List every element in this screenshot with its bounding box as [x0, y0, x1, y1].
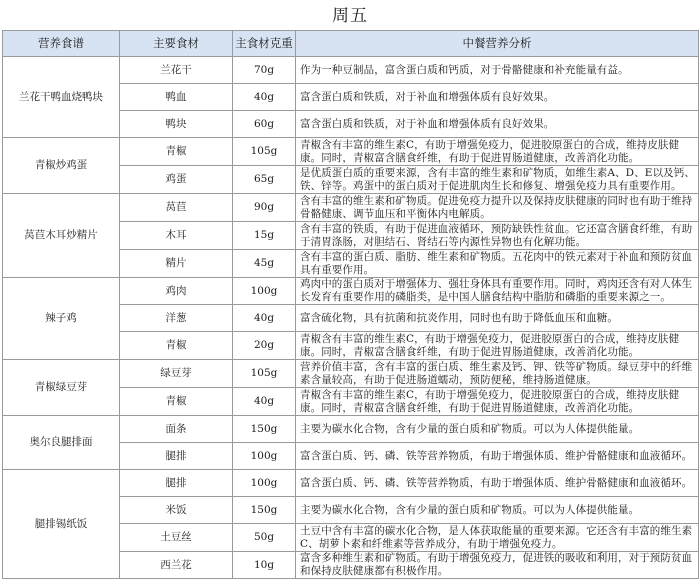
- weight-cell: 65g: [233, 166, 296, 194]
- recipe-name: 莴苣木耳炒精片: [3, 194, 120, 278]
- analysis-cell: 鸡肉中的蛋白质对于增强体力、强壮身体具有重要作用。同时，鸡肉还含有对人体生长发育有重要作用的磷脂类，是中国人膳食结构中脂肪和磷脂的重要来源之一。: [296, 278, 699, 305]
- nutrition-table: [2, 30, 699, 579]
- ingredient-cell: 精片: [120, 250, 233, 278]
- recipe-name: 辣子鸡: [3, 278, 120, 360]
- weight-cell: 105g: [233, 360, 296, 388]
- ingredient-cell: 腿排: [120, 470, 233, 497]
- weight-cell: 100g: [233, 470, 296, 497]
- analysis-cell: 富含蛋白质和铁质，对于补血和增强体质有良好效果。: [296, 84, 699, 111]
- analysis-cell: 是优质蛋白质的重要来源，含有丰富的维生素和矿物质，如维生素A、D、E以及钙、铁、锌等。鸡蛋中的蛋白质对于促进肌肉生长和修复、增强免疫力具有重要作用。: [296, 166, 699, 194]
- analysis-cell: 青椒含有丰富的维生素C，有助于增强免疫力，促进胶原蛋白的合成，维持皮肤健康。同时，青椒富含膳食纤维，有助于促进胃肠道健康，改善消化功能。: [296, 388, 699, 416]
- ingredient-cell: 米饭: [120, 497, 233, 524]
- weight-cell: 100g: [233, 443, 296, 470]
- weight-cell: 105g: [233, 138, 296, 166]
- analysis-cell: 富含蛋白质和铁质，对于补血和增强体质有良好效果。: [296, 111, 699, 138]
- ingredient-cell: 洋葱: [120, 305, 233, 332]
- header-row: [3, 31, 699, 57]
- ingredient-cell: 青椒: [120, 332, 233, 360]
- ingredient-cell: 鸡蛋: [120, 166, 233, 194]
- analysis-cell: 青椒含有丰富的维生素C，有助于增强免疫力，促进胶原蛋白的合成，维持皮肤健康。同时，青椒富含膳食纤维，有助于促进胃肠道健康，改善消化功能。: [296, 332, 699, 360]
- analysis-cell: 富含硫化物，具有抗菌和抗炎作用，同时也有助于降低血压和血糖。: [296, 305, 699, 332]
- weight-cell: 90g: [233, 194, 296, 222]
- header-recipe: 营养食谱: [3, 31, 120, 57]
- ingredient-cell: 鸭血: [120, 84, 233, 111]
- ingredient-cell: 绿豆芽: [120, 360, 233, 388]
- ingredient-cell: 鸭块: [120, 111, 233, 138]
- analysis-cell: 富含蛋白质、钙、磷、铁等营养物质，有助于增强体质、维护骨骼健康和血液循环。: [296, 470, 699, 497]
- weight-cell: 50g: [233, 524, 296, 552]
- analysis-cell: 富含多种维生素和矿物质。有助于增强免疫力，促进铁的吸收和利用，对于预防贫血和保持皮肤健康都有积极作用。: [296, 552, 699, 579]
- weight-cell: 15g: [233, 222, 296, 250]
- weight-cell: 70g: [233, 57, 296, 84]
- ingredient-cell: 青椒: [120, 138, 233, 166]
- weight-cell: 40g: [233, 305, 296, 332]
- page-title: 周五: [332, 6, 368, 26]
- ingredient-cell: 腿排: [120, 443, 233, 470]
- ingredient-cell: 西兰花: [120, 552, 233, 579]
- analysis-cell: 青椒含有丰富的维生素C，有助于增强免疫力，促进胶原蛋白的合成，维持皮肤健康。同时，青椒富含膳食纤维，有助于促进胃肠道健康，改善消化功能。: [296, 138, 699, 166]
- analysis-cell: 含有丰富的铁质，有助于促进血液循环，预防缺铁性贫血。它还富含膳食纤维，有助于清胃涤肠，对胆结石、肾结石等内源性异物也有化解功能。: [296, 222, 699, 250]
- ingredient-cell: 鸡肉: [120, 278, 233, 305]
- weight-cell: 40g: [233, 84, 296, 111]
- analysis-cell: 含有丰富的维生素和矿物质。促进免疫力提升以及保持皮肤健康的同时也有助于维持骨骼健康、调节血压和平衡体内电解质。: [296, 194, 699, 222]
- table-row: [3, 57, 699, 84]
- table-body: [3, 57, 699, 579]
- ingredient-cell: 兰花干: [120, 57, 233, 84]
- recipe-name: 腿排锡纸饭: [3, 470, 120, 579]
- table-row: [3, 470, 699, 497]
- analysis-cell: 含有丰富的蛋白质、脂肪、维生素和矿物质。五花肉中的铁元素对于补血和预防贫血具有重要作用。: [296, 250, 699, 278]
- header-weight: 主食材克重: [233, 31, 296, 57]
- ingredient-cell: 青椒: [120, 388, 233, 416]
- table-row: [3, 360, 699, 388]
- weight-cell: 40g: [233, 388, 296, 416]
- weight-cell: 150g: [233, 416, 296, 443]
- ingredient-cell: 莴苣: [120, 194, 233, 222]
- table-row: [3, 416, 699, 443]
- header-ingredient: 主要食材: [120, 31, 233, 57]
- weight-cell: 10g: [233, 552, 296, 579]
- analysis-cell: 营养价值丰富，含有丰富的蛋白质、维生素及钙、钾、铁等矿物质。绿豆芽中的纤维素含量较高，有助于促进肠道蠕动，预防便秘，维持肠道健康。: [296, 360, 699, 388]
- analysis-cell: 主要为碳水化合物，含有少量的蛋白质和矿物质。可以为人体提供能量。: [296, 497, 699, 524]
- recipe-name: 兰花干鸭血烧鸭块: [3, 57, 120, 138]
- table-row: [3, 138, 699, 166]
- analysis-cell: 富含蛋白质、钙、磷、铁等营养物质，有助于增强体质、维护骨骼健康和血液循环。: [296, 443, 699, 470]
- recipe-name: 青椒绿豆芽: [3, 360, 120, 416]
- ingredient-cell: 面条: [120, 416, 233, 443]
- analysis-cell: 作为一种豆制品，富含蛋白质和钙质，对于骨骼健康和补充能量有益。: [296, 57, 699, 84]
- analysis-cell: 主要为碳水化合物，含有少量的蛋白质和矿物质。可以为人体提供能量。: [296, 416, 699, 443]
- recipe-name: 青椒炒鸡蛋: [3, 138, 120, 194]
- weight-cell: 100g: [233, 278, 296, 305]
- header-analysis: 中餐营养分析: [296, 31, 699, 57]
- weight-cell: 60g: [233, 111, 296, 138]
- weight-cell: 150g: [233, 497, 296, 524]
- ingredient-cell: 木耳: [120, 222, 233, 250]
- weight-cell: 45g: [233, 250, 296, 278]
- ingredient-cell: 土豆丝: [120, 524, 233, 552]
- recipe-name: 奥尔良腿排面: [3, 416, 120, 470]
- weight-cell: 20g: [233, 332, 296, 360]
- table-row: [3, 278, 699, 305]
- table-row: [3, 194, 699, 222]
- analysis-cell: 土豆中含有丰富的碳水化合物，是人体获取能量的重要来源。它还含有丰富的维生素C、胡萝卜素和纤维素等营养成分，有助于增强免疫力。: [296, 524, 699, 552]
